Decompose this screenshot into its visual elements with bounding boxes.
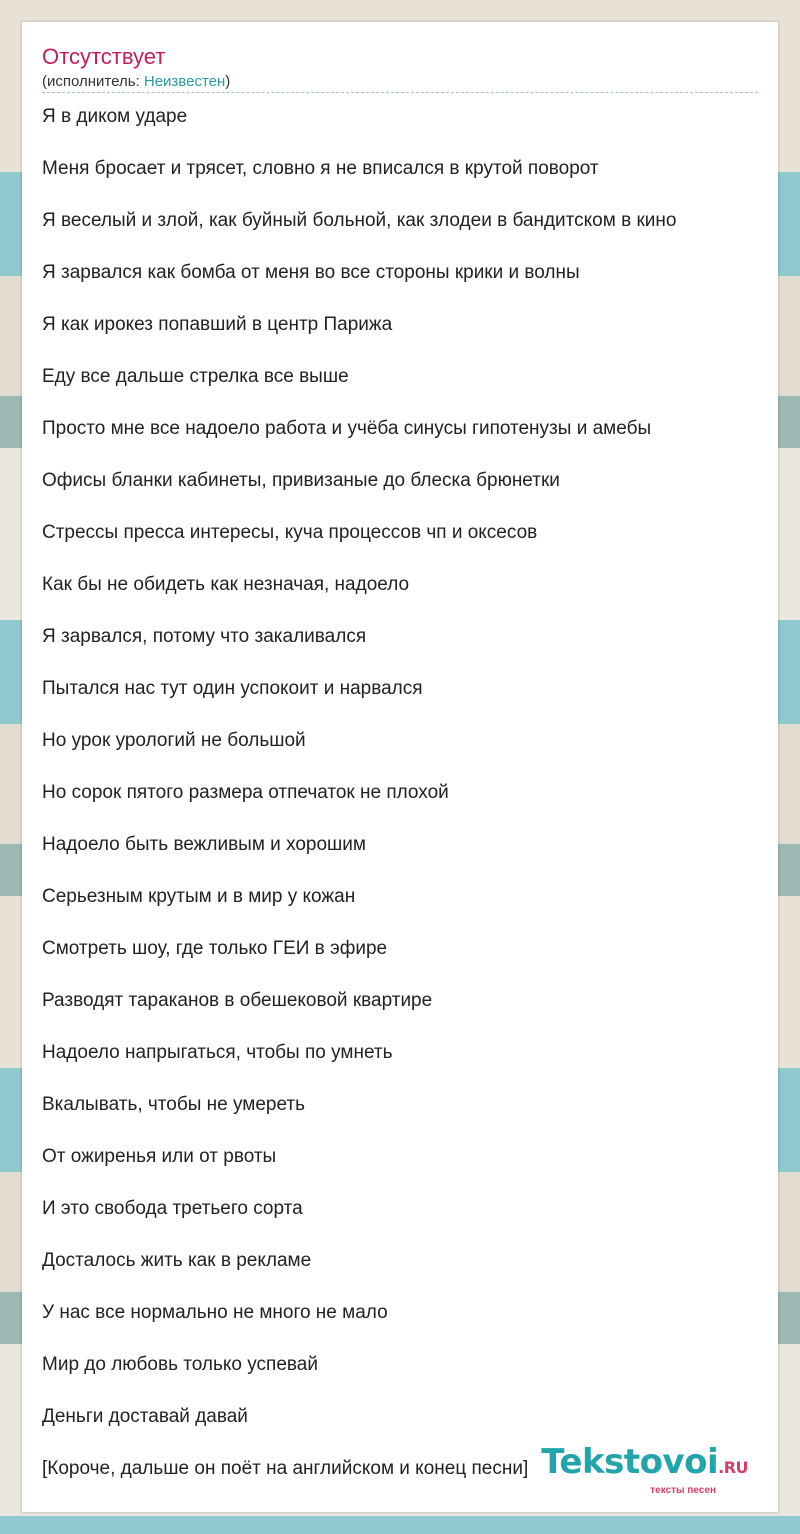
lyric-line: [Короче, дальше он поёт на английском и конец песни] (42, 1458, 529, 1479)
lyric-line: Смотреть шоу, где только ГЕИ в эфире (42, 938, 388, 959)
lyric-line: Но урок урологий не большой (42, 730, 306, 751)
lyric-line: Офисы бланки кабинеты, привизаные до блеска брюнетки (42, 470, 560, 491)
lyric-line: От ожиренья или от рвоты (42, 1146, 277, 1167)
lyric-line: Деньги доставай давай (42, 1406, 248, 1427)
lyric-line: Я зарвался, потому что закаливался (42, 626, 367, 647)
lyric-line: Пытался нас тут один успокоит и нарвался (42, 678, 423, 699)
lyric-line: Серьезным крутым и в мир у кожан (42, 886, 356, 907)
artist-suffix: ) (225, 73, 231, 90)
logo-wordmark (541, 1444, 748, 1486)
lyrics-list (42, 104, 762, 1508)
lyric-line: Надоело напрыгаться, чтобы по умнеть (42, 1042, 393, 1063)
lyrics-card (22, 22, 778, 1512)
artist-prefix: (исполнитель: (42, 73, 144, 90)
lyric-line: Просто мне все надоело работа и учёба синусы гипотенузы и амебы (42, 418, 652, 439)
lyric-line: Меня бросает и трясет, словно я не вписался в крутой поворот (42, 158, 599, 179)
lyric-line: Стрессы пресса интересы, куча процессов чп и оксесов (42, 522, 538, 543)
lyric-line: Я веселый и злой, как буйный больной, как злодеи в бандитском в кино (42, 210, 677, 231)
lyric-line: Вкалывать, чтобы не умереть (42, 1094, 306, 1115)
lyric-line: Как бы не обидеть как незначая, надоело (42, 574, 410, 595)
lyric-line: И это свобода третьего сорта (42, 1198, 303, 1219)
lyric-line: Досталось жить как в рекламе (42, 1250, 312, 1271)
lyric-line: Еду все дальше стрелка все выше (42, 366, 349, 387)
lyric-line: Мир до любовь только успевай (42, 1354, 318, 1375)
logo-name: Tekstovoi (541, 1442, 719, 1482)
artist-link[interactable]: Неизвестен (143, 73, 226, 90)
lyric-line: Но сорок пятого размера отпечаток не плохой (42, 782, 449, 803)
site-logo[interactable] (541, 1444, 748, 1496)
title-divider (42, 92, 758, 93)
lyric-line: Я как ирокез попавший в центр Парижа (42, 314, 393, 335)
lyric-line: Я зарвался как бомба от меня во все стороны крики и волны (42, 262, 580, 283)
logo-tld: .RU (718, 1458, 748, 1477)
song-title: Отсутствует (42, 44, 166, 69)
lyric-line: Разводят тараканов в обешековой квартире (42, 990, 433, 1011)
lyric-line: У нас все нормально не много не мало (42, 1302, 388, 1323)
lyric-line: Надоело быть вежливым и хорошим (42, 834, 366, 855)
logo-tagline: тексты песен (650, 1485, 716, 1496)
lyric-line: Я в диком ударе (42, 106, 188, 127)
artist-line (42, 72, 230, 92)
